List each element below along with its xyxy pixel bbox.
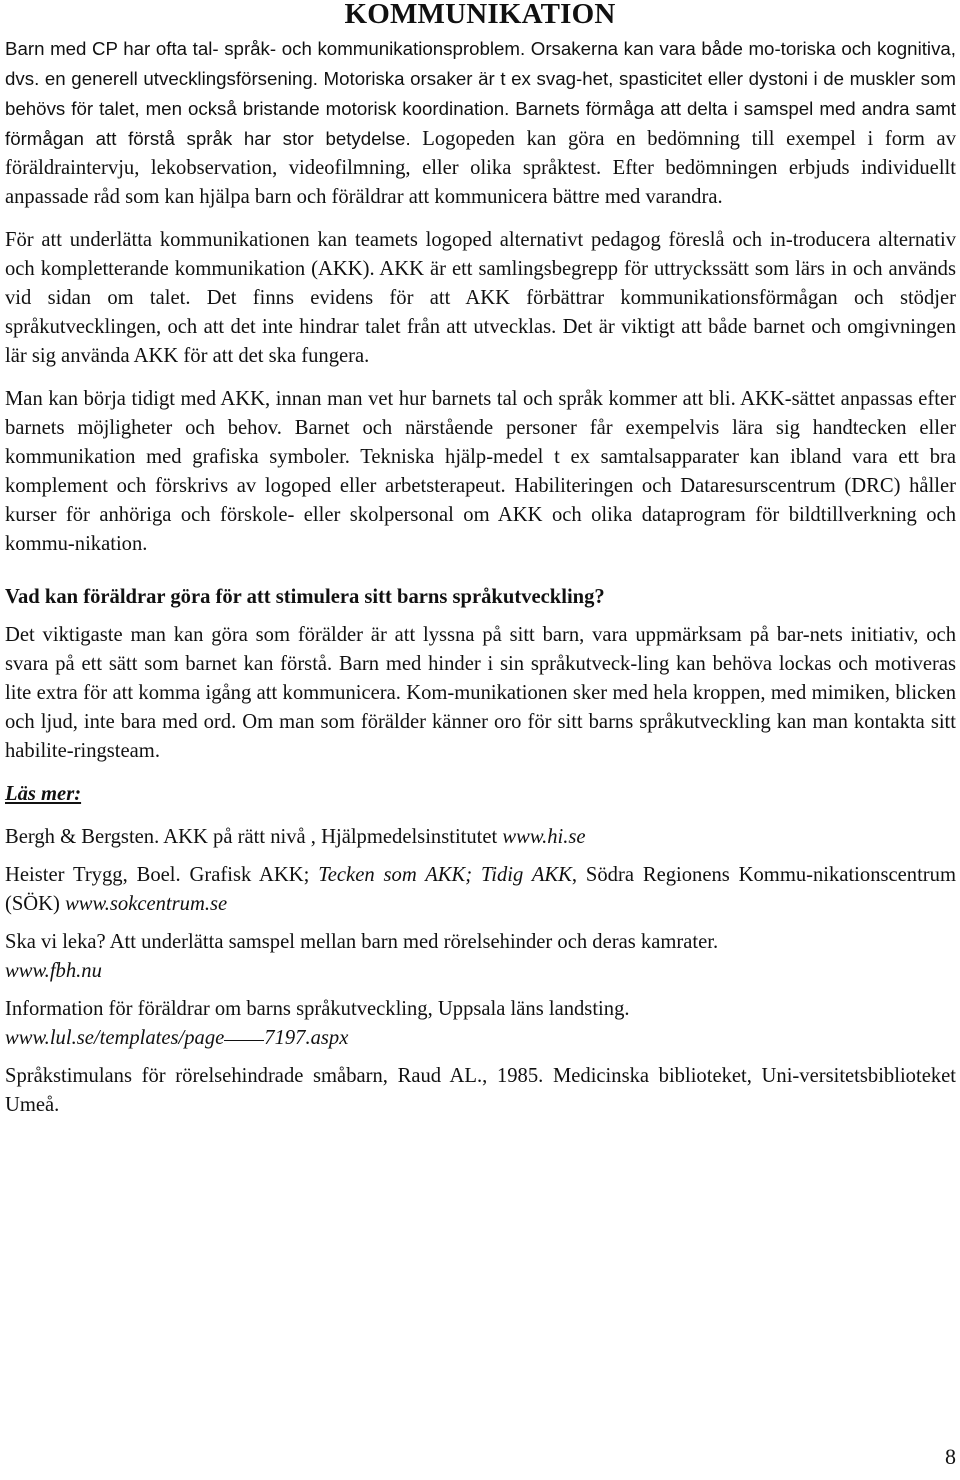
document-body bbox=[5, 34, 956, 1120]
reference-link[interactable]: www.sokcentrum.se bbox=[65, 893, 228, 915]
paragraph-intro bbox=[5, 34, 956, 212]
reference-text: Bergh & Bergsten. AKK på rätt nivå , Hjälpmedelsinstitutet bbox=[5, 826, 503, 848]
reference-link-part: 7197.aspx bbox=[264, 1027, 349, 1049]
section-heading: Vad kan föräldrar göra för att stimulera sitt barns språkutveckling? bbox=[5, 586, 605, 608]
reference-title-italic: Tecken som AKK; Tidig AKK bbox=[318, 864, 572, 886]
reference-3 bbox=[5, 928, 956, 986]
reference-5: Språkstimulans för rörelsehindrade småbarn, Raud AL., 1985. Medicinska biblioteket, Uni-versitetsbiblioteket Umeå. bbox=[5, 1065, 956, 1116]
reference-link[interactable] bbox=[5, 1027, 348, 1049]
reference-text: , Södra Regionens Kommu-nikationscentrum (SÖK) bbox=[5, 864, 956, 915]
page-number: 8 bbox=[945, 1444, 956, 1469]
reference-link-part: www.lul.se/templates/page bbox=[5, 1027, 225, 1049]
reference-link[interactable]: www.fbh.nu bbox=[5, 960, 102, 982]
read-more-heading: Läs mer: bbox=[5, 783, 82, 805]
reference-1 bbox=[5, 823, 956, 852]
paragraph-akk: För att underlätta kommunikationen kan teamets logoped alternativt pedagog föreslå och in-troducera alternativ och kompletterande kommunikation (AKK). AKK är ett samlingsbegrepp för uttryckssätt som lärs in och används vid sidan om talet. Det finns evidens för att AKK förbättrar kommunikationsförmågan och stödjer språkutvecklingen, och att det inte hindrar talet från att utvecklas. Det är viktigt att både barnet och omgivningen lär sig använda AKK för att det ska fungera. bbox=[5, 229, 956, 367]
intro-text-sans-2: Barnets förmåga att delta i samspel med andra samt förmågan att förstå språk har stor betydelse. bbox=[5, 98, 956, 149]
reference-text: Heister Trygg, Boel. Grafisk AKK; bbox=[5, 864, 319, 886]
paragraph-parents: Det viktigaste man kan göra som förälder är att lyssna på sitt barn, vara uppmärksam på bar-nets initiativ, och svara på ett sätt som barnet kan förstå. Barn med hinder i sin språkutveck-ling kan behöva lockas och motiveras lite extra för att komma igång att kommunicera. Kom-munikationen sker med hela kroppen, med mimiken, blicken och ljud, inte bara med ord. Om man som förälder känner oro för sitt barns språkutveckling kan man kontakta sitt habilite-ringsteam. bbox=[5, 624, 956, 762]
reference-text: Information för föräldrar om barns språkutveckling, Uppsala läns landsting. bbox=[5, 998, 630, 1020]
intro-text-serif: Logopeden kan göra en bedömning till exempel i form av föräldraintervju, lekobservation, videofilmning, eller olika språktest. Efter bedömningen erbjuds individuellt anpassade råd som kan hjälpa barn och föräldrar att kommunicera bättre med varandra. bbox=[5, 128, 956, 208]
reference-4 bbox=[5, 995, 956, 1053]
reference-text: Ska vi leka? Att underlätta samspel mellan barn med rörelsehinder och deras kamrater. bbox=[5, 931, 719, 953]
intro-text-sans: Barn med CP har ofta tal- språk- och kommunikationsproblem. Orsakerna kan vara både mo-toriska och kognitiva, dvs. en generell utvecklingsförsening. Motoriska orsaker är t ex svag-het, spasticitet eller dystoni i de muskler som behövs för talet, men också bristande motorisk koordination. bbox=[5, 38, 956, 119]
paragraph-early-akk: Man kan börja tidigt med AKK, innan man vet hur barnets tal och språk kommer att bli. AKK-sättet anpassas efter barnets möjligheter och behov. Barnet och närstående personer får exempelvis lära sig handtecken eller kommunikation med grafiska symboler. Tekniska hjälp-medel t ex samtalsapparater kan ibland vara ett bra komplement och förskrivs av logoped eller arbetsterapeut. Habiliteringen och Dataresurscentrum (DRC) håller kurser för anhöriga och förskole- eller skolpersonal om AKK och olika dataprogram för bildtillverkning och kommu-nikation. bbox=[5, 388, 956, 555]
reference-link[interactable]: www.hi.se bbox=[502, 826, 586, 848]
link-underline-gap bbox=[224, 1040, 264, 1041]
reference-2 bbox=[5, 861, 956, 919]
page-title: KOMMUNIKATION bbox=[344, 0, 616, 30]
